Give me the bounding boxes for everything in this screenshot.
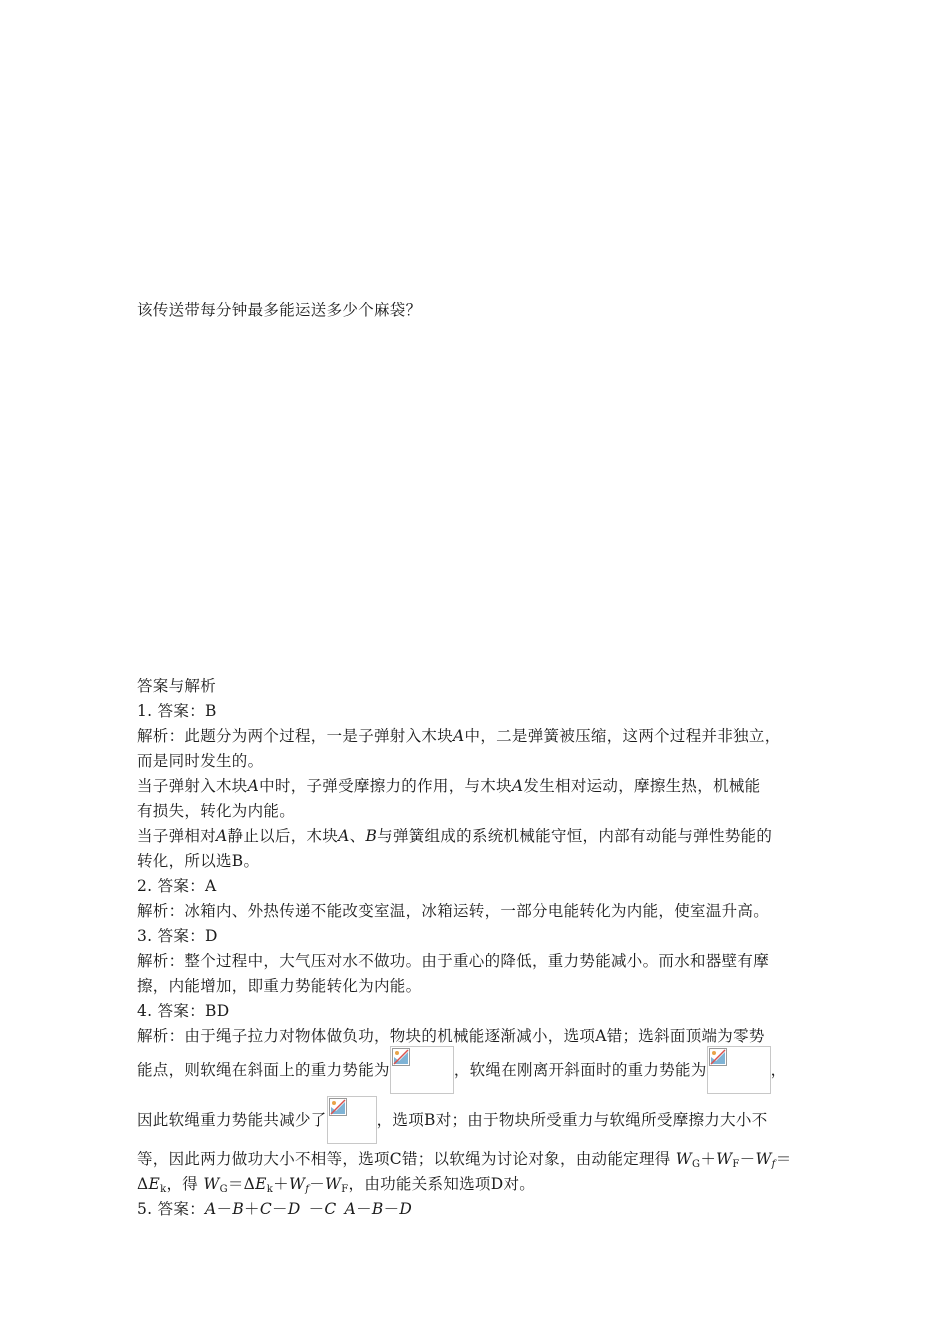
broken-image-icon — [329, 1098, 347, 1116]
sub: k — [266, 1184, 274, 1195]
answer-3: 3. 答案：D — [137, 927, 218, 945]
op: － — [216, 1200, 233, 1218]
text: 解析：此题分为两个过程，一是子弹射入木块 — [137, 727, 454, 745]
answer-1-explanation-line-2: 而是同时发生的。 — [137, 752, 264, 770]
var-e: E — [148, 1175, 161, 1193]
text: ，得 — [166, 1175, 204, 1193]
answer-4-explanation-line-2 — [137, 1046, 786, 1094]
var-w: W — [755, 1150, 772, 1168]
var-e: E — [255, 1175, 267, 1193]
broken-image-icon — [392, 1048, 410, 1066]
question-tail: 该传送带每分钟最多能运送多少个麻袋？ — [137, 301, 422, 319]
sub: G — [219, 1184, 228, 1195]
var-w: W — [675, 1150, 693, 1168]
op: － — [309, 1175, 326, 1193]
sub: F — [341, 1184, 349, 1195]
var-d: D — [399, 1200, 413, 1218]
op: Δ — [137, 1175, 149, 1193]
sub: f — [771, 1159, 776, 1170]
op: － — [272, 1200, 288, 1218]
text: ， — [770, 1061, 787, 1079]
var-c: C — [324, 1200, 337, 1218]
var-a: A — [338, 827, 350, 845]
text: 中时，子弹受摩擦力的作用，与木块 — [259, 777, 512, 795]
answer-3-explanation-line-1: 解析：整个过程中，大气压对水不做功。由于重心的降低，重力势能减小。而水和器壁有摩 — [137, 952, 770, 970]
answer-4-explanation-line-3 — [137, 1096, 768, 1144]
var-w: W — [716, 1150, 733, 1168]
text: 静止以后，木块 — [227, 827, 339, 845]
text: 5. 答案： — [137, 1200, 206, 1218]
answer-1-explanation-line-6: 转化，所以选B。 — [137, 852, 260, 870]
text: 当子弹相对 — [137, 827, 217, 845]
answer-3-explanation-line-2: 擦，内能增加，即重力势能转化为内能。 — [137, 977, 422, 995]
var-w: W — [325, 1175, 342, 1193]
formula-image-placeholder — [327, 1096, 377, 1144]
var-c: C — [259, 1200, 273, 1218]
sub: G — [692, 1159, 701, 1170]
broken-image-icon — [709, 1048, 727, 1066]
op: － — [356, 1200, 372, 1218]
text: ，选项B对；由于物块所受重力与软绳所受摩擦力大小不 — [376, 1111, 768, 1129]
op: － — [383, 1200, 400, 1218]
text: ，软绳在刚离开斜面时的重力势能为 — [453, 1061, 707, 1079]
answer-4: 4. 答案：BD — [137, 1002, 230, 1020]
text: 等，因此两力做功大小不相等，选项C错；以软绳为讨论对象，由动能定理得 — [137, 1150, 676, 1168]
op: － — [308, 1200, 325, 1218]
answers-heading: 答案与解析 — [137, 677, 217, 695]
var-d: D — [287, 1200, 301, 1218]
op: ＝ — [775, 1150, 792, 1168]
answer-4-explanation-line-1: 解析：由于绳子拉力对物体做负功，物块的机械能逐渐减小，选项A错；选斜面顶端为零势 — [137, 1027, 765, 1045]
answer-2: 2. 答案：A — [137, 877, 217, 895]
formula-image-placeholder — [390, 1046, 454, 1094]
var-b: B — [371, 1200, 384, 1218]
answer-1-explanation-line-3 — [137, 776, 760, 796]
var-a: A — [247, 777, 260, 795]
answer-1-explanation-line-1 — [137, 726, 781, 746]
var-a: A — [453, 727, 465, 745]
text: 当子弹射入木块 — [137, 777, 248, 795]
op: Δ — [243, 1175, 256, 1193]
answer-1-explanation-line-4: 有损失，转化为内能。 — [137, 802, 296, 820]
var-a: A — [216, 827, 228, 845]
var-a: A — [205, 1200, 217, 1218]
text: ，由功能关系知选项D对。 — [348, 1175, 536, 1193]
var-b: B — [232, 1200, 245, 1218]
sub: k — [160, 1184, 167, 1195]
answer-5 — [137, 1199, 412, 1219]
var-w: W — [288, 1175, 306, 1193]
text: 因此软绳重力势能共减少了 — [137, 1111, 327, 1129]
var-w: W — [203, 1175, 220, 1193]
op: － — [739, 1150, 756, 1168]
answer-4-explanation-line-5 — [137, 1174, 535, 1200]
text: 与弹簧组成的系统机械能守恒，内部有动能与弹性势能的 — [377, 827, 773, 845]
answer-2-explanation: 解析：冰箱内、外热传递不能改变室温，冰箱运转，一部分电能转化为内能，使室温升高。 — [137, 902, 770, 920]
op: ＋ — [273, 1175, 289, 1193]
formula-image-placeholder — [707, 1046, 771, 1094]
op: ＋ — [244, 1200, 260, 1218]
sub: f — [305, 1184, 310, 1195]
op: ＝ — [227, 1175, 244, 1193]
text: 、 — [349, 827, 366, 845]
answer-1: 1. 答案：B — [137, 702, 217, 720]
answer-4-explanation-line-4 — [137, 1149, 792, 1175]
var-b: B — [365, 827, 378, 845]
var-a: A — [344, 1200, 357, 1218]
text: 中，二是弹簧被压缩，这两个过程并非独立， — [464, 727, 781, 745]
answer-1-explanation-line-5 — [137, 826, 772, 846]
text: 发生相对运动，摩擦生热，机械能 — [523, 777, 761, 795]
sub: F — [732, 1159, 740, 1170]
var-a: A — [511, 777, 524, 795]
text: 能点，则软绳在斜面上的重力势能为 — [137, 1061, 390, 1079]
op: ＋ — [700, 1150, 717, 1168]
